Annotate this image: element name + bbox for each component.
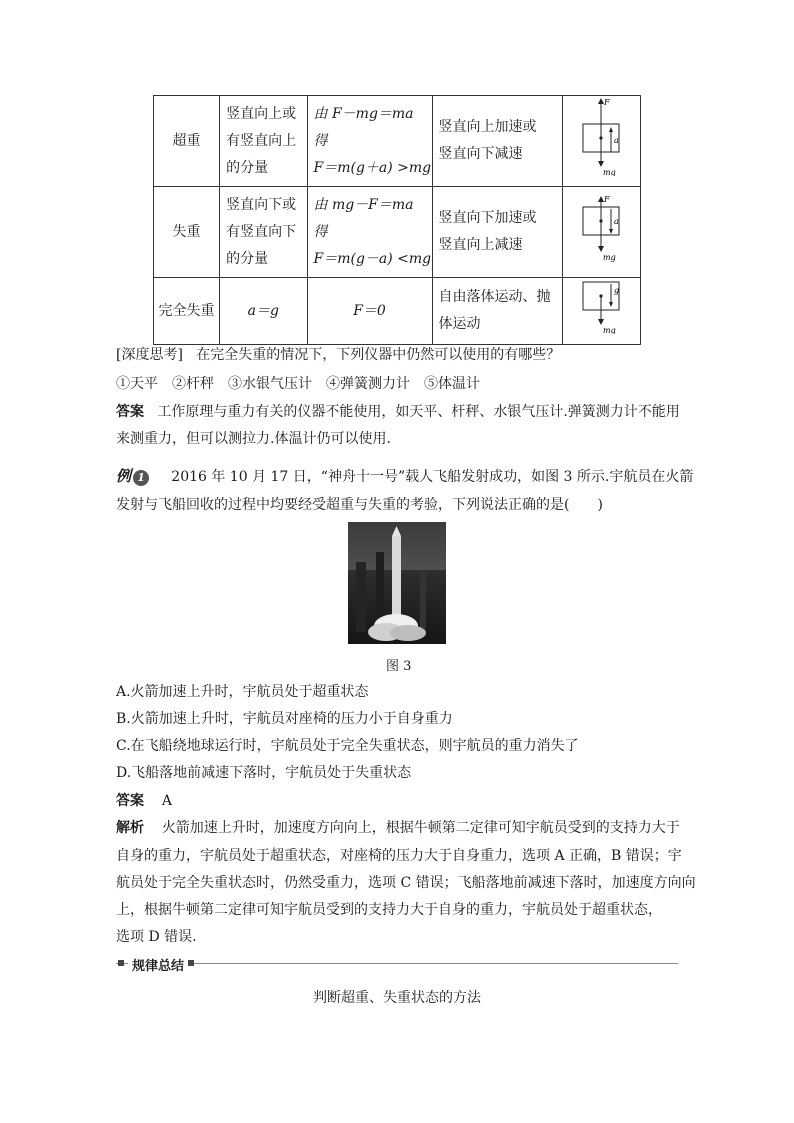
accel-label-g: g — [613, 286, 619, 295]
weight-label-mg: mg — [602, 168, 616, 176]
think-answer-line2: 来测重力，但可以测拉力.体温计仍可以使用. — [116, 431, 391, 447]
analysis-line3: 航员处于完全失重状态时，仍然受重力，选项 C 错误；飞船落地前减速下落时，加速度方向向 — [116, 875, 696, 891]
row-motion: 自由落体运动、抛 体运动 — [432, 278, 562, 345]
table-row — [154, 96, 641, 187]
weight-label-mg: mg — [602, 253, 616, 262]
think-answer-line1: 答案 工作原理与重力有关的仪器不能使用，如天平、杆秤、水银气压计.弹簧测力计不能用 — [116, 404, 680, 420]
rule-summary-header — [116, 955, 678, 974]
choice-a: A.火箭加速上升时，宇航员处于超重状态 — [116, 684, 369, 700]
choice-c: C.在飞船绕地球运行时，宇航员处于完全失重状态，则宇航员的重力消失了 — [116, 738, 579, 754]
example-answer — [116, 790, 172, 810]
choice-b: B.火箭加速上升时，宇航员对座椅的压力小于自身重力 — [116, 711, 453, 727]
choice-d: D.飞船落地前减速下落时，宇航员处于失重状态 — [116, 765, 412, 781]
row-formula: 由 mg－F＝ma 得 F＝m(g－a) <mg — [307, 187, 432, 278]
row-motion: 竖直向上加速或 竖直向下减速 — [432, 96, 562, 187]
summary-subtitle: 判断超重、失重状态的方法 — [313, 990, 481, 1006]
row-condition: 竖直向上或 有竖直向上 的分量 — [220, 96, 307, 187]
force-diagram-overweight — [562, 96, 640, 187]
accel-label-a: a — [613, 136, 619, 145]
table-row — [154, 187, 641, 278]
example-label: 例 — [116, 467, 132, 485]
row-condition: a＝g — [220, 278, 307, 345]
analysis-label: 解析 — [116, 820, 144, 836]
row-name: 超重 — [154, 96, 220, 187]
rocket-image — [348, 522, 446, 644]
row-name: 完全失重 — [154, 278, 220, 345]
weight-label-mg: mg — [602, 326, 616, 334]
think-tag: [深度思考] — [116, 347, 183, 363]
think-question: 在完全失重的情况下，下列仪器中仍然可以使用的有哪些？ — [196, 347, 561, 363]
square-bullet-icon — [188, 960, 194, 966]
answer-value: A — [161, 793, 172, 809]
analysis-line1: 解析 火箭加速上升时，加速度方向向上，根据牛顿第二定律可知宇航员受到的支持力大于 — [116, 820, 680, 836]
row-motion: 竖直向下加速或 竖直向上减速 — [432, 187, 562, 278]
answer-label: 答案 — [116, 793, 144, 809]
rocket-launch-photo — [348, 522, 446, 644]
example-line2: 发射与飞船回收的过程中均要经受超重与失重的考验，下列说法正确的是( ) — [116, 497, 603, 513]
accel-label-a: a — [613, 217, 619, 226]
force-diagram-weightless — [562, 187, 640, 278]
example-number-badge: 1 — [133, 470, 149, 486]
divider — [116, 963, 678, 964]
think-question-line — [116, 344, 560, 364]
analysis-line4: 上，根据牛顿第二定律可知宇航员受到的支持力大于自身的重力，宇航员处于超重状态， — [116, 902, 662, 918]
weight-state-table — [153, 95, 641, 345]
example-line1: 例 1 2016 年 10 月 17 日，“神舟十一号”载人飞船发射成功，如图 3 所示.宇航员在火箭 — [116, 467, 694, 485]
analysis-line2: 自身的重力，宇航员处于超重状态，对座椅的压力大于自身重力，选项 A 正确，B 错误；宇 — [116, 848, 682, 864]
row-formula: 由 F－mg＝ma 得 F＝m(g＋a) >mg — [307, 96, 432, 187]
figure-caption: 图 3 — [386, 659, 412, 674]
table-row — [154, 278, 641, 345]
force-diagram-icon — [563, 96, 639, 176]
force-diagram-icon — [563, 278, 639, 334]
force-label-F: F — [603, 98, 610, 107]
row-condition: 竖直向下或 有竖直向下 的分量 — [220, 187, 307, 278]
row-formula: F＝0 — [307, 278, 432, 345]
square-bullet-icon — [118, 960, 124, 966]
answer-label: 答案 — [116, 404, 144, 420]
force-diagram-icon — [563, 187, 639, 267]
force-diagram-complete — [562, 278, 640, 345]
section-title: 规律总结 — [128, 955, 188, 974]
analysis-line5: 选项 D 错误. — [116, 929, 197, 945]
force-label-F: F — [603, 195, 610, 204]
think-options: ①天平 ②杆秤 ③水银气压计 ④弹簧测力计 ⑤体温计 — [116, 376, 480, 392]
row-name: 失重 — [154, 187, 220, 278]
